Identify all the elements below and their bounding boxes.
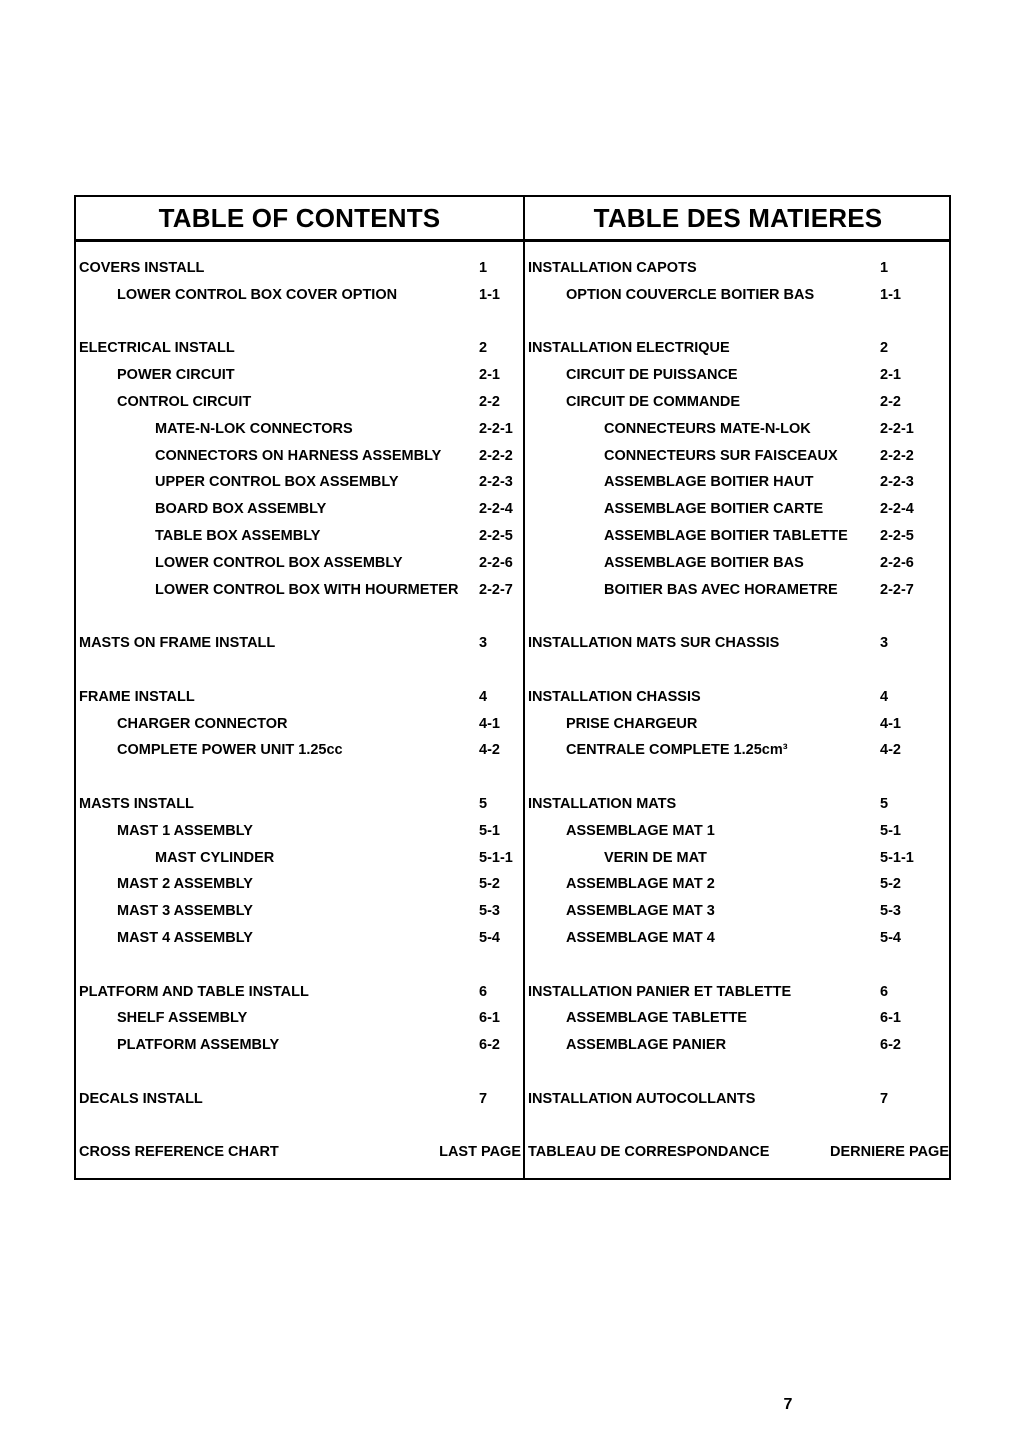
- toc-row-en: [76, 1139, 523, 1165]
- toc-entry-title: MAST CYLINDER: [155, 849, 275, 866]
- toc-entry-title: FRAME INSTALL: [79, 688, 195, 705]
- toc-entry-section-number: 2-2-5: [880, 528, 914, 544]
- toc-row-en: [76, 925, 523, 951]
- toc-entry-title: MASTS ON FRAME INSTALL: [79, 635, 276, 652]
- toc-entry-title: TABLEAU DE CORRESPONDANCE: [528, 1144, 770, 1161]
- toc-row-fr: [525, 577, 951, 603]
- toc-entry-title: CIRCUIT DE PUISSANCE: [566, 367, 738, 384]
- toc-entry-section-number: 2-2: [880, 394, 901, 410]
- toc-entry-title: CENTRALE COMPLETE 1.25cm³: [566, 742, 788, 759]
- toc-entry-title: ASSEMBLAGE MAT 4: [566, 930, 715, 946]
- toc-row-en: [76, 255, 523, 281]
- toc-entry-title: ASSEMBLAGE BOITIER BAS: [604, 554, 804, 571]
- toc-entry-section-number: 4-1: [880, 715, 901, 732]
- toc-entry-section-number: 2-2-2: [880, 447, 914, 464]
- toc-entry-title: ASSEMBLAGE BOITIER CARTE: [604, 501, 824, 518]
- toc-row-en: [76, 1086, 523, 1112]
- toc-entry-section-number: 5-3: [880, 903, 901, 920]
- toc-row-en: [76, 1032, 523, 1058]
- page-number: 7: [783, 1396, 793, 1413]
- toc-entry-section-number: 1-1: [880, 286, 901, 303]
- toc-entry-section-number: 2-1: [880, 367, 901, 384]
- toc-row-en: [76, 550, 523, 576]
- toc-row-en: [76, 282, 523, 308]
- toc-entry-title: MAST 4 ASSEMBLY: [117, 930, 253, 946]
- toc-row-fr: [525, 898, 951, 924]
- toc-entry-section-number: 5: [880, 796, 889, 812]
- toc-entry-title: POWER CIRCUIT: [117, 367, 235, 384]
- toc-entry-section-number: 6-2: [880, 1037, 901, 1054]
- toc-entry-title: SHELF ASSEMBLY: [117, 1010, 248, 1027]
- toc-entry-section-number: 6-1: [479, 1010, 500, 1027]
- toc-row-fr: [525, 979, 951, 1005]
- toc-entry-title: TABLE BOX ASSEMBLY: [155, 528, 321, 544]
- toc-row-fr: [525, 791, 951, 817]
- toc-entry-section-number: 2-2-4: [479, 501, 513, 518]
- toc-entry-section-number: 5-1-1: [880, 849, 914, 866]
- toc-entry-title: CONTROL CIRCUIT: [117, 394, 252, 410]
- toc-entry-section-number: 4: [479, 688, 488, 705]
- toc-entry-section-number: 2-2-1: [479, 420, 513, 437]
- toc-entry-title: MAST 2 ASSEMBLY: [117, 876, 253, 893]
- toc-entry-section-number: 5-1: [880, 822, 901, 839]
- toc-entry-section-number: 7: [880, 1090, 889, 1107]
- toc-row-en: [76, 871, 523, 897]
- toc-row-fr: [525, 1032, 951, 1058]
- toc-entry-title: LOWER CONTROL BOX ASSEMBLY: [155, 554, 403, 571]
- toc-entry-title: CONNECTORS ON HARNESS ASSEMBLY: [155, 447, 442, 464]
- toc-entry-section-number: 2-2-6: [479, 554, 513, 571]
- toc-entry-title: PRISE CHARGEUR: [566, 715, 698, 732]
- toc-entry-title: INSTALLATION ELECTRIQUE: [528, 340, 730, 357]
- toc-entry-section-number: 5-4: [479, 930, 500, 946]
- toc-entry-section-number: 6-1: [880, 1010, 901, 1027]
- toc-entry-title: CIRCUIT DE COMMANDE: [566, 394, 740, 410]
- toc-entry-title: LOWER CONTROL BOX COVER OPTION: [117, 286, 398, 303]
- toc-row-fr: [525, 550, 951, 576]
- toc-row-en: [76, 523, 523, 549]
- toc-entry-section-number: 2-2-1: [880, 420, 914, 437]
- toc-entry-section-number: 2-2-2: [479, 447, 513, 464]
- toc-entry-section-number: 2-2-3: [880, 474, 914, 491]
- toc-row-en: [76, 416, 523, 442]
- header-rule: [76, 239, 949, 242]
- toc-entry-section-number: 5-3: [479, 903, 500, 920]
- toc-row-fr: [525, 711, 951, 737]
- toc-row-en: [76, 577, 523, 603]
- toc-entry-title: BOITIER BAS AVEC HORAMETRE: [604, 581, 838, 598]
- toc-entry-title: CONNECTEURS MATE-N-LOK: [604, 420, 811, 437]
- toc-entry-title: MAST 1 ASSEMBLY: [117, 822, 253, 839]
- toc-entry-section-number: 5-1: [479, 822, 500, 839]
- toc-row-fr: [525, 845, 951, 871]
- toc-row-fr: [525, 255, 951, 281]
- toc-entry-section-number: 7: [479, 1090, 488, 1107]
- toc-row-fr: [525, 871, 951, 897]
- toc-entry-title: INSTALLATION CHASSIS: [528, 688, 701, 705]
- toc-entry-title: ASSEMBLAGE PANIER: [566, 1037, 727, 1054]
- toc-entry-section-number: 2-2-7: [479, 581, 513, 598]
- toc-entry-section-number: 5-4: [880, 930, 901, 946]
- table-of-contents: [74, 195, 951, 1180]
- toc-row-fr: [525, 362, 951, 388]
- toc-row-fr: [525, 335, 951, 361]
- toc-entry-title: CROSS REFERENCE CHART: [79, 1144, 279, 1161]
- toc-row-en: [76, 469, 523, 495]
- toc-entry-section-number: 4-2: [479, 742, 500, 759]
- toc-entry-title: CONNECTEURS SUR FAISCEAUX: [604, 447, 838, 464]
- toc-entry-title: PLATFORM ASSEMBLY: [117, 1037, 280, 1054]
- toc-row-fr: [525, 818, 951, 844]
- toc-entry-section-number: 2: [479, 340, 488, 357]
- toc-entry-section-number: 1-1: [479, 286, 500, 303]
- toc-entry-title: INSTALLATION PANIER ET TABLETTE: [528, 983, 792, 1000]
- toc-entry-section-number: 2-2: [479, 394, 500, 410]
- toc-entry-title: MAST 3 ASSEMBLY: [117, 903, 253, 920]
- toc-entry-title: INSTALLATION MATS: [528, 796, 677, 812]
- toc-entry-section-number: 6: [880, 983, 889, 1000]
- toc-row-en: [76, 737, 523, 763]
- toc-row-fr: [525, 469, 951, 495]
- toc-entry-title: UPPER CONTROL BOX ASSEMBLY: [155, 474, 399, 491]
- toc-entry-section-number: 2-2-7: [880, 581, 914, 598]
- toc-entry-section-number: 2-2-3: [479, 474, 513, 491]
- toc-row-fr: [525, 630, 951, 656]
- toc-entry-title: CHARGER CONNECTOR: [117, 715, 288, 732]
- toc-entry-section-number: 3: [880, 635, 889, 652]
- toc-entry-title: MASTS INSTALL: [79, 796, 194, 812]
- toc-row-en: [76, 711, 523, 737]
- toc-row-en: [76, 335, 523, 361]
- heading-french: TABLE DES MATIERES: [593, 203, 883, 233]
- toc-row-en: [76, 630, 523, 656]
- toc-row-fr: [525, 523, 951, 549]
- toc-entry-section-number: 1: [880, 260, 889, 276]
- toc-entry-section-number: 2-2-6: [880, 554, 914, 571]
- toc-row-en: [76, 496, 523, 522]
- toc-entry-title: ASSEMBLAGE MAT 3: [566, 903, 715, 920]
- toc-entry-section-number: LAST PAGE: [439, 1144, 521, 1161]
- toc-row-fr: [525, 1086, 951, 1112]
- toc-entry-title: MATE-N-LOK CONNECTORS: [155, 420, 353, 437]
- toc-row-fr: [525, 282, 951, 308]
- toc-entry-section-number: 5-2: [479, 876, 500, 893]
- toc-entry-title: COMPLETE POWER UNIT 1.25cc: [117, 742, 343, 759]
- toc-row-en: [76, 443, 523, 469]
- toc-entry-title: ASSEMBLAGE MAT 2: [566, 876, 715, 893]
- toc-entry-section-number: 4: [880, 688, 889, 705]
- toc-row-en: [76, 845, 523, 871]
- toc-entry-section-number: 1: [479, 260, 488, 276]
- toc-entry-section-number: 5-1-1: [479, 849, 513, 866]
- toc-entry-title: VERIN DE MAT: [604, 849, 707, 866]
- toc-row-fr: [525, 737, 951, 763]
- toc-row-fr: [525, 684, 951, 710]
- toc-row-fr: [525, 443, 951, 469]
- toc-entry-section-number: 2: [880, 340, 889, 357]
- toc-entry-section-number: 5-2: [880, 876, 901, 893]
- toc-entry-section-number: 2-2-5: [479, 528, 513, 544]
- toc-row-fr: [525, 496, 951, 522]
- toc-entry-section-number: 4-1: [479, 715, 500, 732]
- toc-entry-title: INSTALLATION AUTOCOLLANTS: [528, 1090, 756, 1107]
- toc-entry-section-number: 2-2-4: [880, 501, 914, 518]
- toc-entry-title: LOWER CONTROL BOX WITH HOURMETER: [155, 581, 459, 598]
- toc-entry-section-number: 5: [479, 796, 488, 812]
- toc-row-fr: [525, 389, 951, 415]
- toc-entry-section-number: DERNIERE PAGE: [830, 1144, 949, 1161]
- toc-row-en: [76, 791, 523, 817]
- toc-row-fr: [525, 1005, 951, 1031]
- toc-row-en: [76, 818, 523, 844]
- toc-entry-title: ASSEMBLAGE TABLETTE: [566, 1010, 747, 1027]
- toc-row-en: [76, 362, 523, 388]
- toc-entry-title: INSTALLATION CAPOTS: [528, 260, 697, 276]
- heading-english: TABLE OF CONTENTS: [158, 203, 441, 233]
- toc-entry-title: COVERS INSTALL: [79, 260, 205, 276]
- toc-row-fr: [525, 1139, 951, 1165]
- toc-entry-title: PLATFORM AND TABLE INSTALL: [79, 983, 309, 1000]
- toc-entry-title: INSTALLATION MATS SUR CHASSIS: [528, 635, 780, 652]
- toc-row-en: [76, 898, 523, 924]
- toc-entry-title: DECALS INSTALL: [79, 1090, 203, 1107]
- toc-row-fr: [525, 416, 951, 442]
- toc-entry-title: ELECTRICAL INSTALL: [79, 340, 235, 357]
- toc-row-en: [76, 389, 523, 415]
- toc-entry-title: ASSEMBLAGE BOITIER TABLETTE: [604, 528, 848, 544]
- toc-entry-section-number: 2-1: [479, 367, 500, 384]
- toc-entry-title: ASSEMBLAGE BOITIER HAUT: [604, 474, 814, 491]
- toc-entry-title: BOARD BOX ASSEMBLY: [155, 501, 327, 518]
- toc-entry-title: ASSEMBLAGE MAT 1: [566, 822, 715, 839]
- toc-entry-section-number: 6: [479, 983, 488, 1000]
- toc-row-en: [76, 1005, 523, 1031]
- toc-entry-section-number: 4-2: [880, 742, 901, 759]
- toc-entry-section-number: 6-2: [479, 1037, 500, 1054]
- toc-entry-section-number: 3: [479, 635, 488, 652]
- toc-entry-title: OPTION COUVERCLE BOITIER BAS: [566, 286, 815, 303]
- toc-row-fr: [525, 925, 951, 951]
- toc-row-en: [76, 684, 523, 710]
- toc-row-en: [76, 979, 523, 1005]
